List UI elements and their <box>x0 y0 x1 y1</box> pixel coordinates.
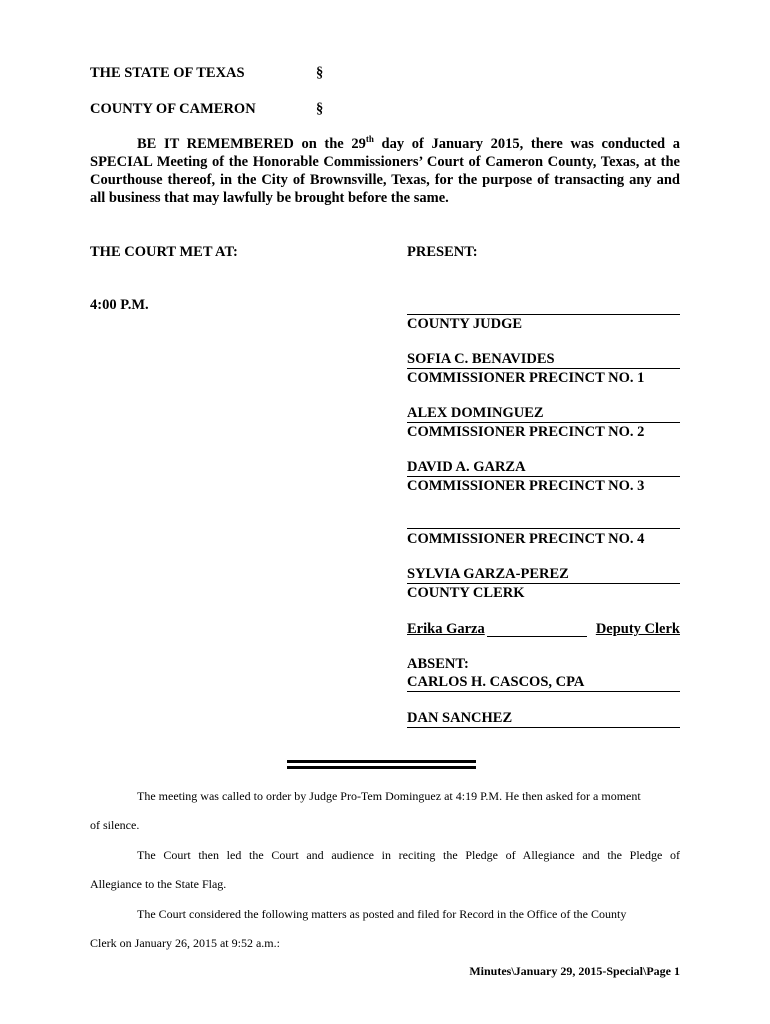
intro-paragraph <box>90 135 680 207</box>
section-mark: § <box>316 65 324 81</box>
deputy-name: Erika Garza <box>407 621 485 637</box>
clerk-title: COUNTY CLERK <box>407 585 525 601</box>
divider-rule <box>287 760 476 763</box>
pct3-name: DAVID A. GARZA <box>407 458 680 477</box>
county-judge-name <box>407 296 680 315</box>
paragraph-1-line-2: of silence. <box>90 818 140 832</box>
paragraph-3-line-2: Clerk on January 26, 2015 at 9:52 a.m.: <box>90 936 280 950</box>
deputy-title: Deputy Clerk <box>595 621 680 637</box>
pct2-name: ALEX DOMINGUEZ <box>407 404 680 423</box>
meeting-time: 4:00 P.M. <box>90 297 149 313</box>
absent-label: ABSENT: <box>407 656 469 672</box>
intro-first-line: BE IT REMEMBERED on the 29th day of January 2015, there was conducted a <box>137 134 681 152</box>
pct2-title: COMMISSIONER PRECINCT NO. 2 <box>407 424 645 440</box>
state-heading: THE STATE OF TEXAS <box>90 65 245 81</box>
paragraph-2-line-2: Allegiance to the State Flag. <box>90 877 227 891</box>
paragraph-2-line-1: The Court then led the Court and audience in reciting the Pledge of Allegiance and the Pledge of <box>137 848 680 862</box>
pct3-title: COMMISSIONER PRECINCT NO. 3 <box>407 478 645 494</box>
deputy-underline <box>487 636 587 637</box>
pct1-name: SOFIA C. BENAVIDES <box>407 350 680 369</box>
pct4-name <box>407 510 680 529</box>
pct4-title: COMMISSIONER PRECINCT NO. 4 <box>407 531 645 547</box>
section-mark: § <box>316 101 324 117</box>
absent-person-2: DAN SANCHEZ <box>407 709 680 728</box>
intro-body: SPECIAL Meeting of the Honorable Commissioners’ Court of Cameron County, Texas, at the Courthouse thereof, in the City of Brownsville, Texas, for the purpose of transacting any and all business that may lawfully be brought before the same. <box>90 154 680 206</box>
paragraph-1-line-1: The meeting was called to order by Judge Pro-Tem Dominguez at 4:19 P.M. He then asked for a moment <box>137 789 641 803</box>
court-met-label: THE COURT MET AT: <box>90 244 238 260</box>
present-label: PRESENT: <box>407 244 478 260</box>
pct1-title: COMMISSIONER PRECINCT NO. 1 <box>407 370 645 386</box>
page-footer: Minutes\January 29, 2015-Special\Page 1 <box>469 964 680 978</box>
county-heading: COUNTY OF CAMERON <box>90 101 256 117</box>
clerk-name: SYLVIA GARZA-PEREZ <box>407 565 680 584</box>
divider-rule <box>287 766 476 769</box>
paragraph-3-line-1: The Court considered the following matters as posted and filed for Record in the Office of the County <box>137 907 627 921</box>
county-judge-title: COUNTY JUDGE <box>407 316 523 332</box>
absent-person-1: CARLOS H. CASCOS, CPA <box>407 673 680 692</box>
